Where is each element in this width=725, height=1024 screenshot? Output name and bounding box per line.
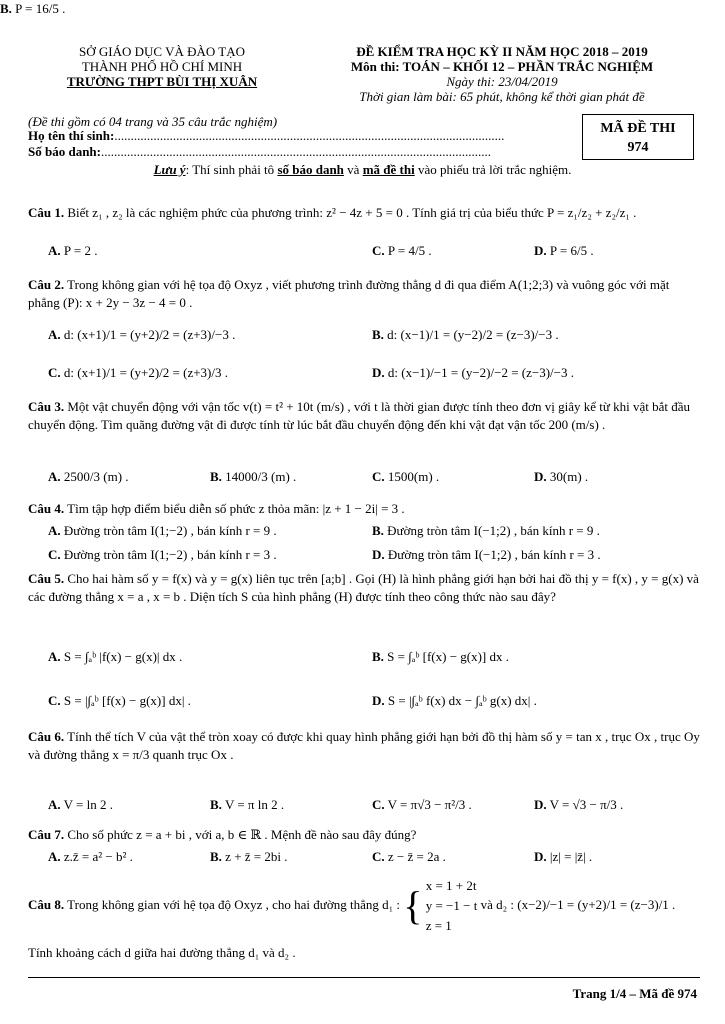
option-text: S = |∫ₐᵇ [f(x) − g(x)] dx| . (63, 693, 191, 708)
q3-option-c[interactable] (372, 468, 439, 486)
q4-option-c[interactable] (48, 546, 277, 564)
footer-divider (28, 977, 700, 978)
option-text: z − z̄ = 2a . (387, 849, 446, 864)
candidate-id-label: Số báo danh: (28, 144, 101, 159)
q6-option-d[interactable] (534, 796, 623, 814)
option-text: V = ln 2 . (63, 797, 114, 812)
department-line-2: THÀNH PHỐ HỒ CHÍ MINH (81, 59, 243, 74)
conjunction: và (480, 896, 493, 912)
exam-code-box (582, 114, 694, 160)
option-text: P = 2 . (63, 243, 98, 258)
option-letter: B. (372, 649, 384, 664)
option-letter: A. (48, 849, 61, 864)
school-name: TRƯỜNG THPT BÙI THỊ XUÂN (66, 74, 258, 89)
option-letter: B. (0, 1, 12, 16)
q4-option-d[interactable] (372, 546, 601, 564)
line-d1-system (426, 876, 478, 936)
exam-note: (Đề thi gồm có 04 trang và 35 câu trắc nghiệm) (28, 114, 278, 129)
q6-option-b[interactable] (210, 796, 284, 814)
question-5 (28, 570, 700, 606)
question-number: Câu 1. (28, 205, 65, 220)
question-text: Trong không gian với hệ tọa độ Oxyz , viết phương trình đường thẳng d đi qua điểm A(1;2;3) và vuông góc với mặt phẳng (P): x + 2y − 3z − 4 = 0 . (28, 277, 670, 310)
q2-option-d[interactable] (372, 364, 574, 382)
option-letter: D. (372, 547, 385, 562)
option-text: d: (x−1)/−1 = (y−2)/−2 = (z−3)/−3 . (387, 365, 574, 380)
question-number: Câu 7. (28, 827, 65, 842)
option-letter: B. (210, 469, 222, 484)
question-8-prompt: Tính khoảng cách d giữa hai đường thẳng d₁ và d₂ . (28, 945, 296, 960)
option-letter: D. (534, 797, 547, 812)
option-text: P = 4/5 . (387, 243, 432, 258)
q6-option-c[interactable] (372, 796, 472, 814)
option-text: Đường tròn tâm I(−1;2) , bán kính r = 9 . (387, 523, 600, 538)
q4-option-a[interactable] (48, 522, 277, 540)
notice-text: : Thí sinh phải tô (185, 162, 278, 177)
question-4 (28, 500, 700, 518)
line-d1-label: d₁ : (382, 896, 400, 912)
option-text: 14000/3 (m) . (225, 469, 297, 484)
q2-option-c[interactable] (48, 364, 228, 382)
candidate-name-label: Họ tên thí sinh: (28, 128, 115, 143)
q4-option-b[interactable] (372, 522, 600, 540)
question-number: Câu 5. (28, 571, 65, 586)
option-letter: C. (372, 469, 385, 484)
exam-subject: Môn thi: TOÁN – KHỐI 12 – PHẦN TRẮC NGHIỆM (350, 59, 654, 74)
option-text: d: (x+1)/1 = (y+2)/2 = (z+3)/3 . (63, 365, 228, 380)
exam-title: ĐỀ KIỂM TRA HỌC KỲ II NĂM HỌC 2018 – 2019 (356, 44, 648, 59)
q7-option-c[interactable] (372, 848, 446, 866)
option-text: V = π ln 2 . (224, 797, 285, 812)
q1-option-d[interactable] (534, 242, 594, 260)
notice-text: vào phiếu trả lời trắc nghiệm. (414, 162, 572, 177)
candidate-info (28, 128, 508, 160)
question-6 (28, 728, 700, 764)
q7-option-d[interactable] (534, 848, 592, 866)
question-number: Câu 8. (28, 896, 65, 912)
option-text: V = √3 − π/3 . (549, 797, 624, 812)
exam-code-label: MÃ ĐỀ THI (600, 121, 676, 136)
q6-option-a[interactable] (48, 796, 113, 814)
option-text: V = π√3 − π²/3 . (387, 797, 472, 812)
option-text: d: (x+1)/1 = (y+2)/2 = (z+3)/−3 . (63, 327, 236, 342)
option-text: S = ∫ₐᵇ |f(x) − g(x)| dx . (63, 649, 183, 664)
question-2 (28, 276, 700, 312)
option-letter: A. (48, 469, 61, 484)
question-number: Câu 4. (28, 501, 65, 516)
option-letter: D. (534, 243, 547, 258)
question-text: Tìm tập hợp điểm biểu diễn số phức z thỏa mãn: |z + 1 − 2i| = 3 . (67, 501, 405, 516)
q1-option-b[interactable] (0, 0, 65, 18)
question-text: Trong không gian với hệ tọa độ Oxyz , cho hai đường thẳng (67, 896, 379, 912)
q7-option-a[interactable] (48, 848, 133, 866)
question-3 (28, 398, 700, 434)
option-text: S = |∫ₐᵇ f(x) dx − ∫ₐᵇ g(x) dx| . (387, 693, 537, 708)
option-letter: C. (48, 547, 61, 562)
notice-emphasis-code: mã đề thi (362, 162, 415, 177)
q1-option-c[interactable] (372, 242, 432, 260)
option-letter: C. (372, 243, 385, 258)
option-letter: C. (372, 797, 385, 812)
option-text: S = ∫ₐᵇ [f(x) − g(x)] dx . (387, 649, 510, 664)
option-text: z.z̄ = a² − b² . (63, 849, 133, 864)
exam-duration: Thời gian làm bài: 65 phút, không kể thời gian phát đề (359, 89, 645, 104)
option-letter: A. (48, 243, 61, 258)
system-brace: { (403, 883, 423, 928)
option-letter: C. (48, 365, 61, 380)
exam-code: 974 (627, 140, 649, 155)
option-letter: A. (48, 523, 61, 538)
option-text: Đường tròn tâm I(1;−2) , bán kính r = 3 . (63, 547, 277, 562)
option-text: |z| = |z̄| . (549, 849, 593, 864)
option-letter: B. (372, 327, 384, 342)
q5-option-c[interactable] (48, 692, 191, 710)
question-text: Tính thể tích V của vật thể tròn xoay có được khi quay hình phẳng giới hạn bởi đồ thị hàm số y = tan x , trục Ox , trục Oy và đường thẳng x = π/3 quanh trục Ox . (28, 729, 700, 762)
option-letter: D. (372, 365, 385, 380)
question-number: Câu 6. (28, 729, 65, 744)
option-letter: A. (48, 649, 61, 664)
q3-option-b[interactable] (210, 468, 296, 486)
option-text: Đường tròn tâm I(−1;2) , bán kính r = 3 . (387, 547, 601, 562)
exam-date: Ngày thi: 23/04/2019 (446, 74, 558, 89)
q1-option-a[interactable] (48, 242, 97, 260)
q7-option-b[interactable] (210, 848, 288, 866)
option-letter: D. (372, 693, 385, 708)
q5-option-b[interactable] (372, 648, 509, 666)
line-d2-equation: d₂ : (x−2)/−1 = (y+2)/1 = (z−3)/1 . (496, 896, 676, 912)
question-text: Một vật chuyển động với vận tốc v(t) = t² + 10t (m/s) , với t là thời gian được tính theo đơn vị giây kể từ khi vật bắt đầu chuyển động. Tìm quãng đường vật đi được tính từ lúc bắt đầu chuyển động đến khi vật đạt vận tốc 200 (m/s) . (28, 399, 691, 432)
option-letter: C. (372, 849, 385, 864)
q3-option-a[interactable] (48, 468, 129, 486)
question-text: Biết z₁ , z₂ là các nghiệm phức của phương trình: z² − 4z + 5 = 0 . Tính giá trị của biểu thức P = z₁/z₂ + z₂/z₁ . (67, 205, 637, 220)
option-letter: D. (534, 849, 547, 864)
candidate-id-field[interactable]: ........................................................................................................................ (100, 144, 491, 159)
option-letter: D. (534, 469, 547, 484)
option-letter: A. (48, 797, 61, 812)
option-text: z + z̄ = 2bi . (225, 849, 288, 864)
option-text: P = 6/5 . (549, 243, 594, 258)
option-text: P = 16/5 . (15, 1, 66, 16)
option-letter: B. (372, 523, 384, 538)
notice (0, 162, 725, 178)
question-text: Cho hai hàm số y = f(x) và y = g(x) liên tục trên [a;b] . Gọi (H) là hình phẳng giới hạn bởi hai đồ thị y = f(x) , y = g(x) và các đường thẳng x = a , x = b . Diện tích S của hình phẳng (H) được tính theo công thức nào sau đây? (28, 571, 699, 604)
system-eq-1: x = 1 + 2t (425, 878, 477, 893)
question-number: Câu 2. (28, 277, 65, 292)
option-text: d: (x−1)/1 = (y−2)/2 = (z−3)/−3 . (387, 327, 559, 342)
option-text: 1500(m) . (387, 469, 440, 484)
option-letter: C. (48, 693, 61, 708)
option-text: Đường tròn tâm I(1;−2) , bán kính r = 9 . (63, 523, 277, 538)
q2-option-b[interactable] (372, 326, 559, 344)
q2-option-a[interactable] (48, 326, 235, 344)
system-eq-3: z = 1 (425, 918, 452, 933)
department-line-1: SỞ GIÁO DỤC VÀ ĐÀO TẠO (79, 44, 245, 59)
question-1 (28, 204, 700, 222)
notice-text: và (343, 162, 363, 177)
department-header (28, 44, 296, 89)
option-text: 2500/3 (m) . (63, 469, 129, 484)
question-number: Câu 3. (28, 399, 65, 414)
page-footer: Trang 1/4 – Mã đề 974 (572, 986, 697, 1001)
q3-option-d[interactable] (534, 468, 588, 486)
option-letter: B. (210, 849, 222, 864)
question-7 (28, 826, 700, 844)
question-8 (28, 876, 700, 936)
option-letter: B. (210, 797, 222, 812)
option-text: 30(m) . (549, 469, 589, 484)
q5-option-a[interactable] (48, 648, 182, 666)
q5-option-d[interactable] (372, 692, 537, 710)
option-letter: A. (48, 327, 61, 342)
system-eq-2: y = −1 − t (425, 898, 478, 913)
exam-header (302, 44, 702, 104)
question-text: Cho số phức z = a + bi , với a, b ∈ ℝ . Mệnh đề nào sau đây đúng? (67, 827, 417, 842)
candidate-name-field[interactable]: ........................................................................................................................ (114, 128, 505, 143)
notice-emphasis-id: số báo danh (277, 162, 344, 177)
notice-label: Lưu ý (153, 162, 186, 177)
